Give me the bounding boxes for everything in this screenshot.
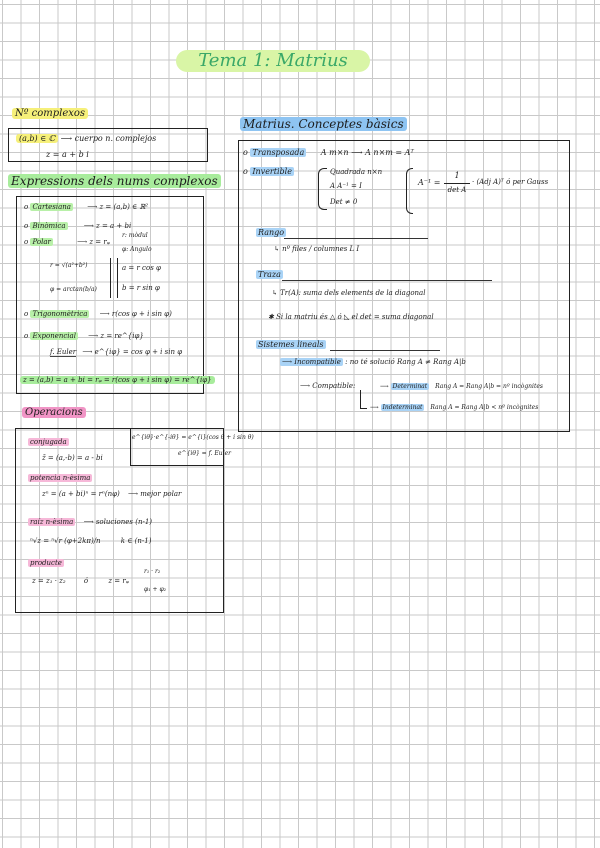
inv-formula-num: 1 — [454, 171, 460, 180]
inv-cond-2: A A⁻¹ = I — [330, 182, 362, 190]
complex-z: z = a + b i — [46, 150, 89, 159]
prod-label — [28, 559, 64, 567]
root-row — [28, 518, 152, 526]
phi-formula: φ = arctan(b/a) — [50, 286, 97, 293]
ops-heading-text: Operacions — [22, 407, 86, 418]
inv-cond-1: Quadrada n×n — [330, 168, 383, 176]
prod-or: ó — [83, 577, 89, 585]
exp-row: o Exponencial ⟶ z = re^{iφ} — [24, 332, 144, 340]
cartesian-row: o Cartesiana ⟶ z = (a,b) ∈ ℝ² — [24, 203, 149, 211]
indet-label: Indeterminat — [382, 404, 423, 411]
inv-fraction-bar — [444, 183, 470, 184]
euler-label: f. Euler — [50, 348, 77, 356]
formula-brace — [406, 168, 413, 214]
prod-label-text: producte — [30, 559, 62, 567]
prod-polar: z = rᵩ — [108, 577, 129, 585]
invert-label: Invertible — [252, 167, 292, 176]
rank-value: ↳ nº files / columnes L I — [274, 245, 360, 253]
conj-label-text: conjugada — [30, 438, 67, 446]
binomial-row: o Binòmica ⟶ z = a + bi — [24, 222, 132, 230]
incomp-row — [280, 358, 466, 366]
prod-phi: φ₁ + φ₂ — [144, 586, 167, 593]
indet-row: ⟶ Indeterminat Rang A = Rang A|b < nº incògnites — [370, 404, 539, 411]
complex-def-text: (a,b) ∈ ℂ — [16, 134, 58, 143]
det-label: Determinat — [392, 383, 428, 390]
pow-row — [42, 490, 181, 498]
r-formula: r = √(a²+b²) — [50, 262, 88, 269]
exp-value: ⟶ z = re^{iφ} — [88, 332, 144, 340]
inv-formula-den: det A — [447, 186, 467, 194]
exp-label: Exponencial — [32, 332, 76, 340]
rank-label-text: Rango — [258, 228, 285, 237]
root-k: k ∈ (n-1) — [120, 537, 152, 545]
pow-arrow: ⟶ mejor polar — [127, 490, 182, 498]
trace-label — [256, 270, 283, 279]
trig-label: Trigonomètrica — [32, 310, 88, 318]
inv-formula-rhs: · (Adj A)ᵀ ó per Gauss — [472, 178, 549, 186]
polar-label: Polar — [32, 238, 51, 246]
det-value: Rang A = Rang A|b = nº incògnites — [435, 383, 544, 390]
complex-heading — [12, 108, 88, 119]
inv-formula-lhs: A⁻¹ = — [418, 178, 441, 187]
cartesian-label: Cartesiana — [32, 203, 71, 211]
cartesian-value: ⟶ z = (a,b) ∈ ℝ² — [87, 203, 149, 211]
comp-label: ⟶ Compatible: — [300, 382, 356, 390]
rank-underline — [284, 238, 428, 239]
euler-box-1: e^{iθ}·e^{-iθ} = e^{i}(cos θ + i sin θ) — [132, 434, 254, 441]
root-value: ⁿ√z = ⁿ√r (φ+2kπ)/n — [30, 537, 101, 545]
star-icon: ✱ — [268, 313, 277, 321]
trig-value: ⟶ r(cos φ + i sin φ) — [99, 310, 172, 318]
invert-brace — [318, 168, 327, 210]
complex-heading-text: Nº complexos — [12, 108, 88, 119]
page-title: Tema 1: Matrius — [176, 50, 370, 72]
euler-value: ⟶ e^{iφ} = cos φ + i sin φ — [82, 348, 183, 356]
root-label: raíz n-èsima — [30, 518, 74, 526]
polar-row: o Polar ⟶ z = rᵩ — [24, 238, 110, 246]
systems-underline — [330, 350, 440, 351]
trace-note-text: Si la matriu és △ ó ◺ el det = suma diagonal — [276, 313, 434, 321]
matrix-heading — [240, 117, 407, 131]
binomial-label: Binòmica — [32, 222, 66, 230]
det-row: ⟶ Determinat Rang A = Rang A|b = nº incògnites — [380, 383, 544, 390]
complex-def — [16, 134, 156, 143]
comp-branch — [360, 390, 367, 409]
trace-value: ↳ Tr(A): suma dels elements de la diagonal — [272, 289, 426, 297]
transp-value: A m×n ⟶ A n×m = Aᵀ — [320, 148, 414, 157]
systems-label — [256, 340, 326, 349]
binomial-value: ⟶ z = a + bi — [83, 222, 132, 230]
summary — [20, 376, 215, 384]
expr-heading-text: Expressions dels nums complexos — [8, 174, 221, 188]
polar-phi: φ: Angulo — [122, 246, 152, 253]
transp-row: o Transposada A m×n ⟶ A n×m = Aᵀ — [243, 148, 414, 157]
indet-value: Rang A = Rang A|b < nº incògnites — [430, 404, 539, 411]
prod-r: r₁ · r₂ — [144, 568, 161, 575]
pow-value: zⁿ = (a + bi)ⁿ = rⁿ(nφ) — [42, 490, 120, 498]
summary-text: z = (a,b) = a + bi = rᵩ = r(cos φ + i sin φ) = re^{iφ} — [20, 376, 215, 384]
euler-box-2: e^{iθ} = f. Euler — [178, 450, 231, 457]
matrix-heading-text: Matrius. Conceptes bàsics — [240, 117, 407, 131]
conj-label — [28, 438, 69, 446]
expr-heading — [8, 174, 221, 188]
incomp-value: : no té solució Rang A ≠ Rang A|b — [345, 358, 466, 366]
euler-row — [50, 348, 182, 357]
rank-label — [256, 228, 286, 237]
polar-value: ⟶ z = rᵩ — [77, 238, 110, 246]
ops-heading — [22, 407, 86, 418]
invert-row: o Invertible — [243, 167, 292, 176]
b-formula: b = r sin φ — [122, 284, 160, 292]
complex-arrow-text: ⟶ cuerpo n. complejos — [60, 134, 157, 143]
incomp-label: ⟶ Incompatible — [282, 358, 341, 366]
trace-underline — [282, 280, 492, 281]
trace-label-text: Traza — [258, 270, 281, 279]
trig-row: o Trigonomètrica ⟶ r(cos φ + i sin φ) — [24, 310, 172, 318]
iff-bars — [110, 258, 118, 298]
prod-row — [32, 577, 129, 585]
a-formula: a = r cos φ — [122, 264, 161, 272]
root-formula-row — [30, 537, 151, 545]
trace-note — [268, 313, 434, 321]
pow-label-text: potencia n-èsima — [30, 474, 91, 482]
systems-label-text: Sistemes lineals — [258, 340, 324, 349]
transp-label: Transposada — [252, 148, 305, 157]
root-arrow: ⟶ soluciones (n-1) — [83, 518, 153, 526]
prod-value: z = z₁ · z₂ — [32, 577, 66, 585]
conj-value: z̄ = (a,-b) = a - bi — [42, 454, 103, 462]
polar-r: r: mòdul — [122, 232, 148, 239]
pow-label — [28, 474, 92, 482]
inv-cond-3: Det ≠ 0 — [330, 198, 358, 206]
